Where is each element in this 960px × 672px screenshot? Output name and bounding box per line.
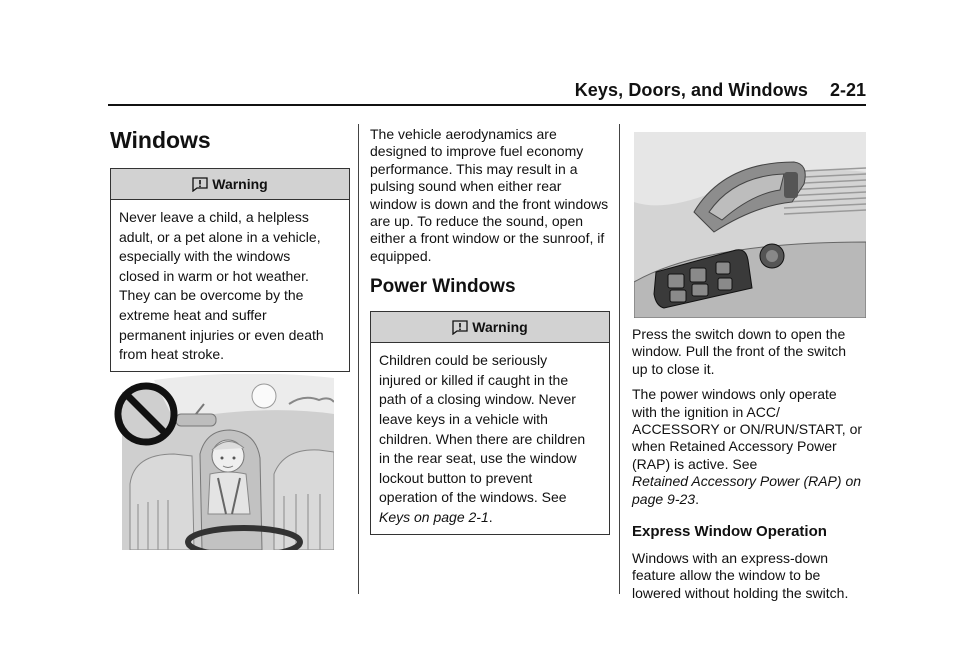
warning-text: Never leave a child, a helpless adult, or a pet alone in a vehicle, especially with the windows closed in warm or hot weather. They can be overcome by the extreme heat and suffer permanent injuries or even death from heat stroke. bbox=[119, 209, 324, 363]
column-left bbox=[110, 126, 350, 384]
rap-page-link[interactable]: Retained Accessory Power (RAP) on page 9-23 bbox=[632, 473, 862, 507]
section-heading-windows: Windows bbox=[110, 127, 211, 153]
warning-label: Warning bbox=[212, 176, 268, 192]
warning-header bbox=[111, 169, 349, 200]
column-middle bbox=[370, 126, 610, 547]
warning-icon bbox=[192, 177, 208, 192]
column-divider bbox=[358, 124, 359, 594]
door-switch-illustration bbox=[634, 132, 866, 318]
column-right bbox=[632, 326, 864, 610]
warning-header bbox=[371, 312, 609, 343]
switch-operation-paragraph: Press the switch down to open the window. Pull the front of the switch up to close it. bbox=[632, 326, 846, 377]
warning-label: Warning bbox=[472, 319, 528, 336]
keys-page-link[interactable]: Keys on page 2-1 bbox=[379, 509, 489, 525]
warning-icon bbox=[452, 320, 468, 335]
ignition-paragraph: The power windows only operate with the ignition in ACC/ ACCESSORY or ON/RUN/START, or when Retained Accessory Power (RAP) is active. See Retained Accessory Power (RAP) on page 9-23. bbox=[632, 386, 863, 507]
section-heading-express-window: Express Window Operation bbox=[632, 523, 827, 541]
column-divider bbox=[619, 124, 620, 594]
section-title: Keys, Doors, and Windows bbox=[574, 80, 808, 100]
express-window-paragraph: Windows with an express-down feature allow the window to be lowered without holding the switch. bbox=[632, 550, 849, 601]
warning-box bbox=[370, 311, 610, 534]
page-header bbox=[108, 80, 866, 106]
child-in-car-illustration bbox=[114, 374, 334, 550]
warning-box bbox=[110, 168, 350, 372]
page-number: 2-21 bbox=[829, 80, 866, 100]
section-heading-power-windows: Power Windows bbox=[370, 276, 516, 298]
aerodynamics-paragraph: The vehicle aerodynamics are designed to improve fuel economy performance. This may result in a pulsing sound when either rear window is down and the front windows are up. To reduce the sound, open either a front window or the sunroof, if equipped. bbox=[370, 126, 609, 264]
warning-text: Children could be seriously injured or killed if caught in the path of a closing window. Never leave keys in a vehicle with children. When there are children in the rear seat, use the window lockout button to prevent operation of the windows. See Keys on page 2-1. bbox=[379, 352, 586, 525]
